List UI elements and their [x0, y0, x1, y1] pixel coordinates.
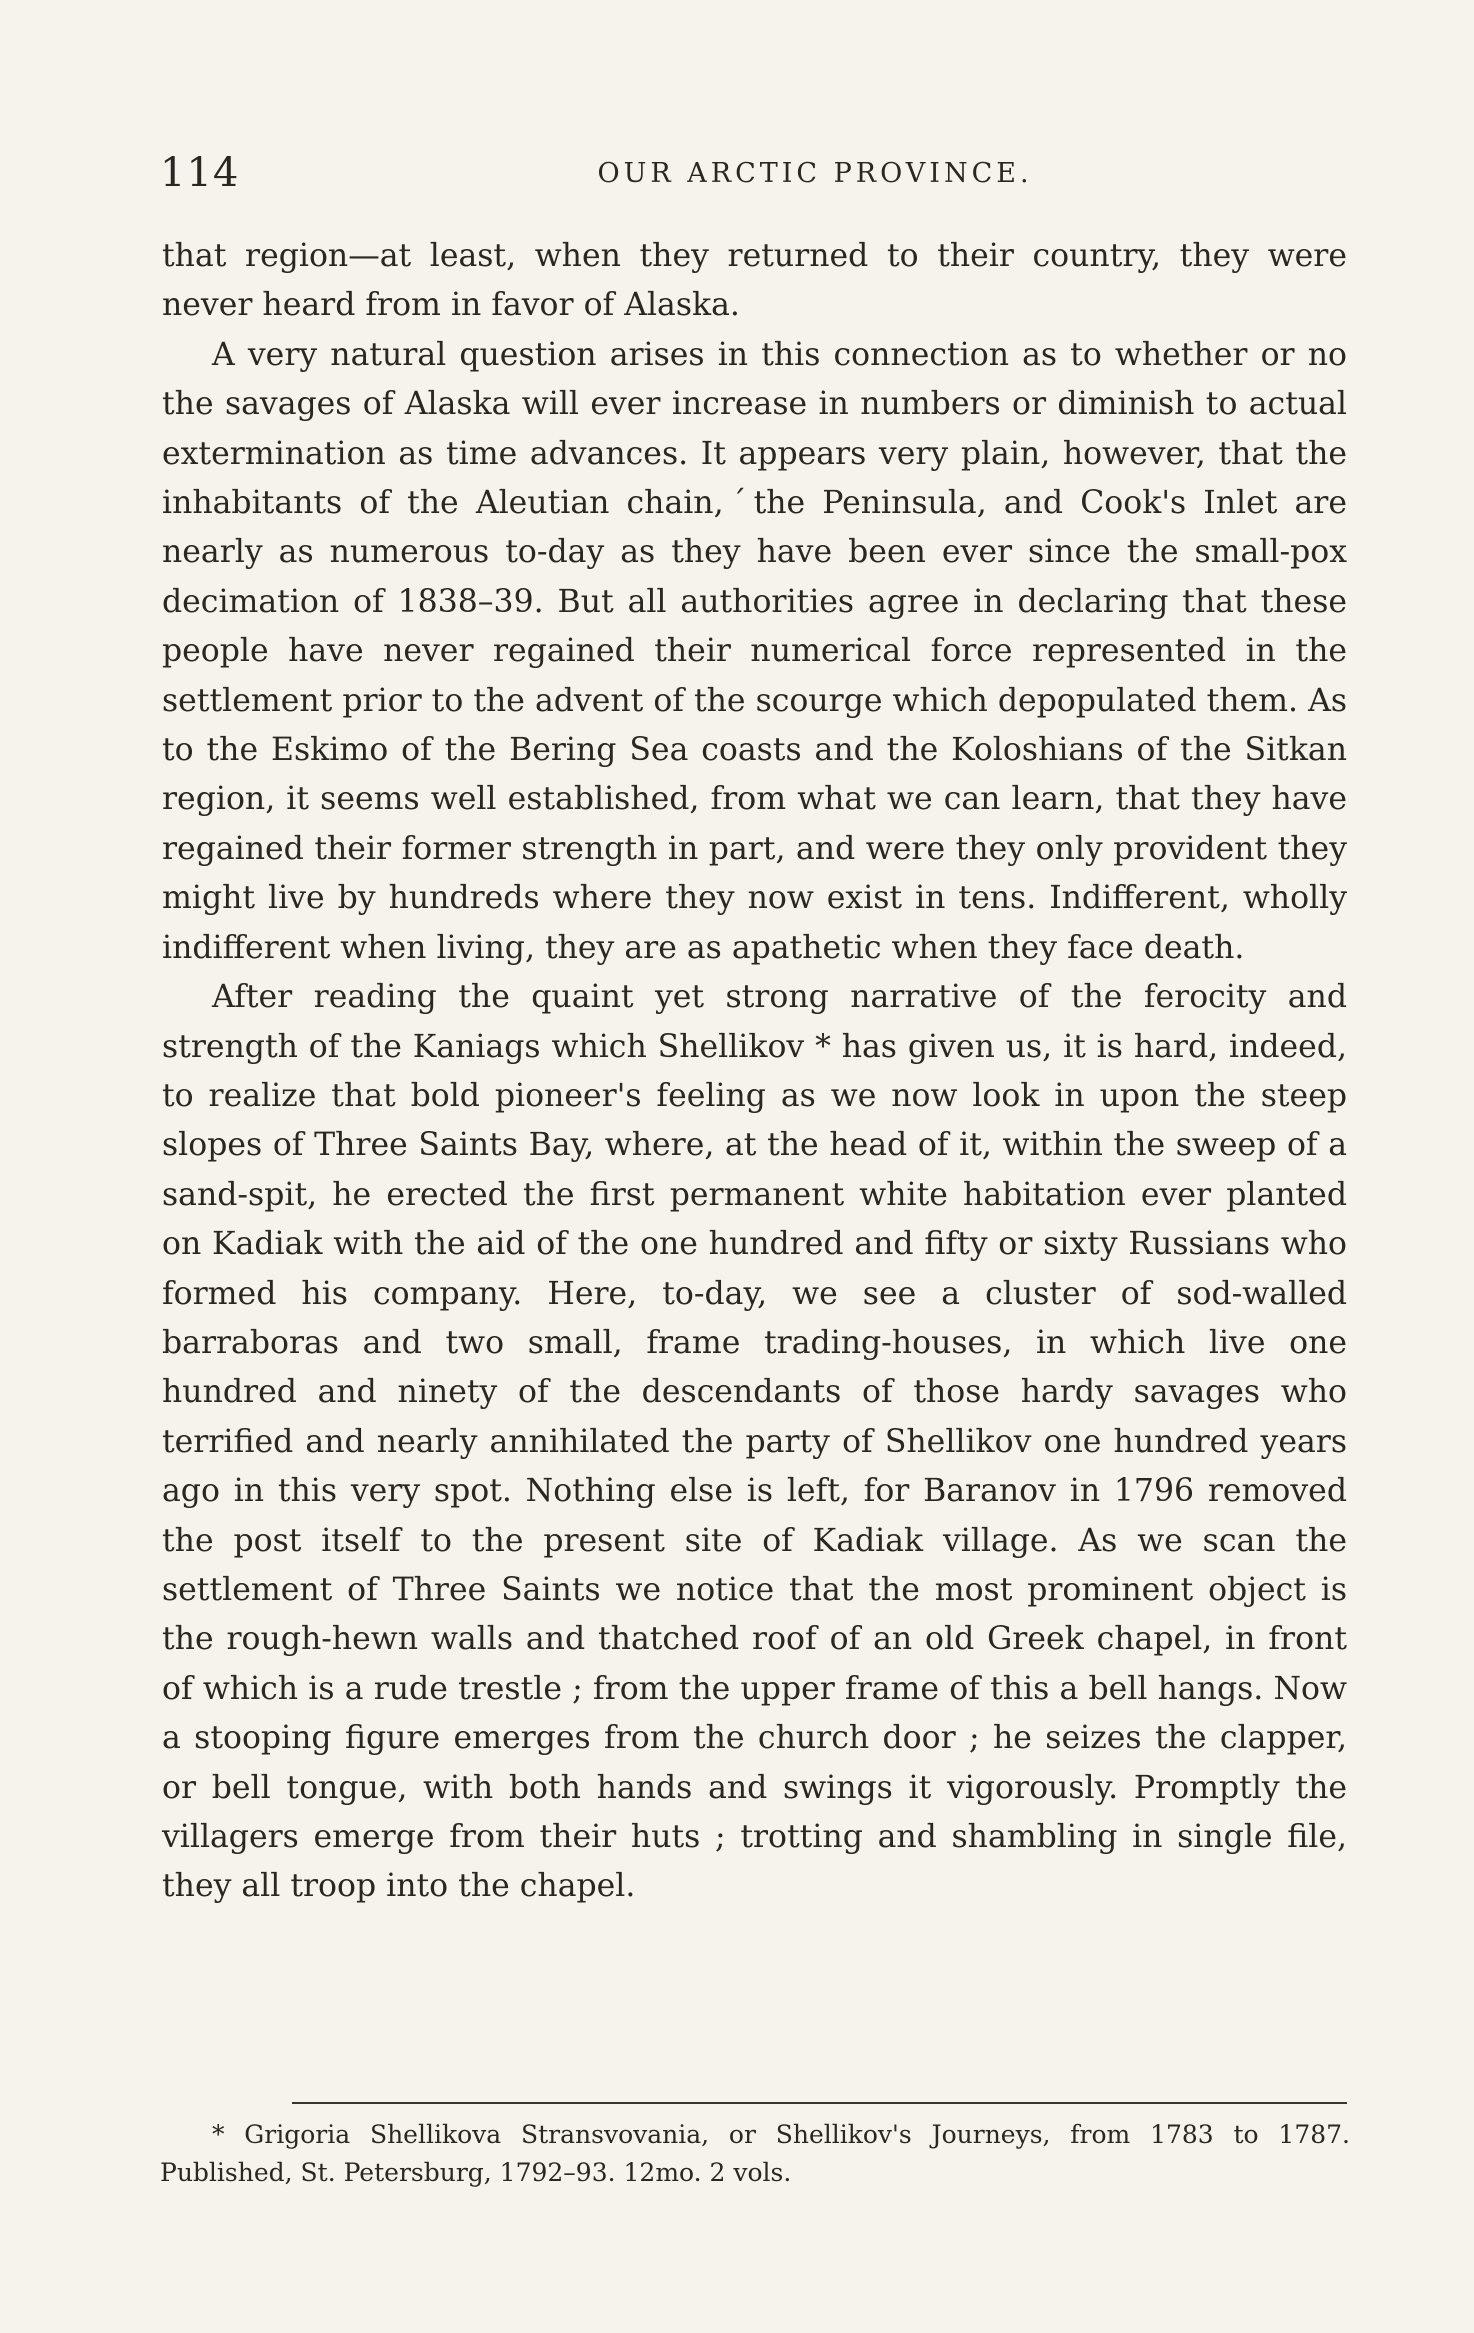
- body-text: [162, 232, 1347, 1912]
- footnote-rule: [292, 2102, 1347, 2104]
- paragraph-continued: that region—at least, when they returned to their country, they were never heard from in favor of Alaska.: [162, 238, 1347, 324]
- paragraph-three-saints: After reading the quaint yet strong narrative of the ferocity and strength of the Kaniags which Shellikov * has given us, it is hard, indeed, to realize that bold pioneer's feeling as we now look in upon the steep slopes of Three Saints Bay, where, at the head of it, within the sweep of a sand-spit, he erected the first permanent white habitation ever planted on Kadiak with the aid of the one hundred and fifty or sixty Russians who formed his company. Here, to-day, we see a cluster of sod-walled barraboras and two small, frame trading-houses, in which live one hundred and ninety of the descendants of those hardy savages who terrified and nearly annihilated the party of Shellikov one hundred years ago in this very spot. Nothing else is left, for Baranov in 1796 removed the post itself to the present site of Kadiak village. As we scan the settlement of Three Saints we notice that the most prominent object is the rough-hewn walls and thatched roof of an old Greek chapel, in front of which is a rude trestle ; from the upper frame of this a bell hangs. Now a stooping figure emerges from the church door ; he seizes the clapper, or bell tongue, with both hands and swings it vigorously. Promptly the villagers emerge from their huts ; trotting and shambling in single file, they all troop into the chapel.: [162, 979, 1347, 1905]
- page-number: 114: [160, 150, 240, 196]
- running-title: OUR ARCTIC PROVINCE.: [597, 158, 1033, 189]
- footnote-text: * Grigoria Shellikova Stransvovania, or Shellikov's Journeys, from 1783 to 1787. Published, St. Petersburg, 1792–93. 12mo. 2 vols.: [160, 2120, 1350, 2187]
- footnote: [160, 2116, 1350, 2192]
- paragraph-savages-question: A very natural question arises in this connection as to whether or no the savages of Alaska will ever increase in numbers or diminish to actual extermination as time advances. It appears very plain, however, that the inhabitants of the Aleutian chain,ˊthe Peninsula, and Cook's Inlet are nearly as numerous to-day as they have been ever since the small-pox decimation of 1838–39. But all authorities agree in declaring that these people have never regained their numerical force represented in the settlement prior to the advent of the scourge which depopulated them. As to the Eskimo of the Bering Sea coasts and the Koloshians of the Sitkan region, it seems well established, from what we can learn, that they have regained their former strength in part, and were they only provident they might live by hundreds where they now exist in tens. Indifferent, wholly indifferent when living, they are as apathetic when they face death.: [162, 336, 1347, 966]
- running-head: [160, 150, 1350, 210]
